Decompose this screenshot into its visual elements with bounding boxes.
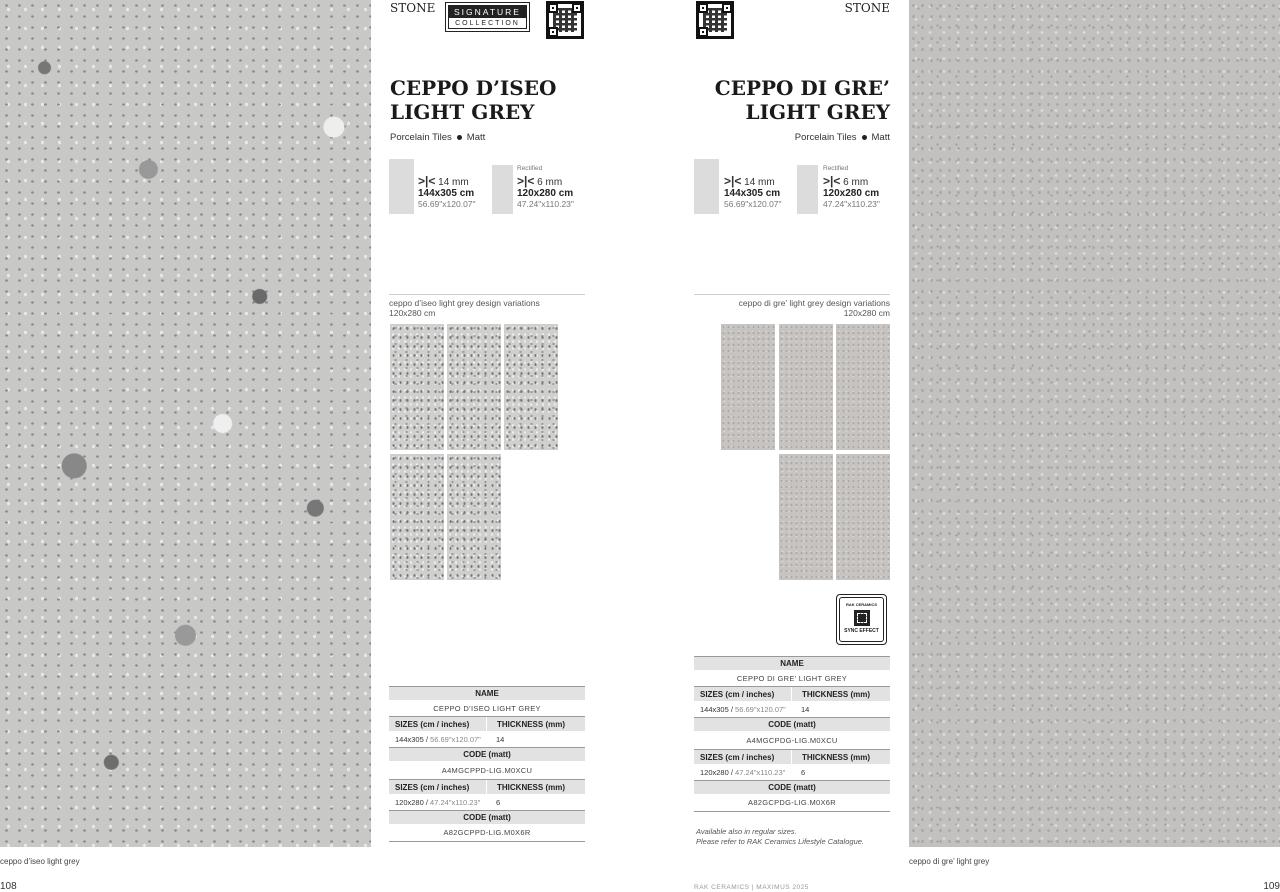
tile-swatch-large [694, 159, 719, 214]
spec-block-2-right: Rectified >|< 6 mm 120x280 cm 47.24"x110.23" [823, 165, 880, 209]
thickness-header: THICKNESS (mm) [791, 687, 890, 701]
size-value: 120x280 / 47.24"x110.23" [700, 767, 786, 777]
variation-tile-5[interactable] [836, 454, 890, 580]
spec-block-1-left: >|< 14 mm 144x305 cm 56.69"x120.07" [418, 174, 476, 209]
signature-collection-badge [445, 2, 530, 32]
thickness-value: 6 [496, 797, 501, 807]
sync-badge-top: RAK CERAMICS [845, 602, 878, 607]
size-value: 144x305 / 56.69"x120.07" [700, 704, 786, 714]
divider [389, 294, 585, 295]
variation-tile-3[interactable] [504, 324, 558, 450]
sync-effect-icon [854, 610, 870, 626]
spec-block-2-left: Rectified >|< 6 mm 120x280 cm 47.24"x110.23" [517, 165, 574, 209]
caption-right: ceppo di gre’ light grey [909, 857, 990, 866]
code-value: A4MGCPDG-LIG.M0XCU [746, 735, 838, 745]
variation-tile-2[interactable] [447, 324, 501, 450]
qr-code-icon[interactable] [546, 1, 584, 39]
availability-note: Available also in regular sizes. Please refer to RAK Ceramics Lifestyle Catalogue. [696, 827, 864, 846]
divider [694, 294, 890, 295]
section-label-left: STONE [390, 1, 436, 15]
code-header: CODE (matt) [389, 747, 585, 761]
variation-tile-2[interactable] [779, 324, 833, 450]
qr-code-icon[interactable] [696, 1, 734, 39]
variations-label-right: ceppo di gre’ light grey design variations 120x280 cm [738, 298, 890, 318]
spec-table-right [694, 656, 890, 812]
code-value: A4MGCPPD-LIG.M0XCU [441, 765, 533, 775]
code-value: A82GCPDG-LIG.M0X6R [694, 794, 890, 812]
page-number-left: 108 [0, 881, 17, 892]
spec-block-1-right: >|< 14 mm 144x305 cm 56.69"x120.07" [724, 174, 782, 209]
section-label-right: STONE [844, 1, 890, 15]
code-header: CODE (matt) [389, 810, 585, 824]
sync-badge-bottom: SYNC EFFECT [844, 628, 879, 634]
product-subtitle-right: Porcelain Tiles Matt [794, 132, 890, 143]
variation-tile-4[interactable] [779, 454, 833, 580]
product-title-left: CEPPO D’ISEO LIGHT GREY [390, 76, 557, 124]
name-value: CEPPO DI GRE’ LIGHT GREY [736, 673, 848, 683]
sync-effect-badge [836, 594, 887, 645]
variation-tile-1[interactable] [721, 324, 775, 450]
bullet-dot [457, 135, 462, 140]
thickness-header: THICKNESS (mm) [486, 780, 585, 794]
variation-tile-3[interactable] [836, 324, 890, 450]
badge-top-text: SIGNATURE [449, 6, 526, 18]
thickness-header: THICKNESS (mm) [486, 717, 585, 731]
thickness-icon: >|< [517, 174, 535, 188]
variation-tile-4[interactable] [390, 454, 444, 580]
size-value: 144x305 / 56.69"x120.07" [395, 734, 481, 744]
sizes-header: SIZES (cm / inches) [700, 752, 775, 762]
product-subtitle-left: Porcelain Tiles Matt [390, 132, 486, 143]
code-header: CODE (matt) [694, 780, 890, 794]
caption-left: ceppo d’iseo light grey [0, 857, 80, 866]
variations-label-left: ceppo d’iseo light grey design variations 120x280 cm [389, 298, 540, 318]
name-value: CEPPO D’ISEO LIGHT GREY [433, 703, 541, 713]
page-number-right: 109 [1263, 881, 1280, 892]
badge-bottom-text: COLLECTION [455, 20, 520, 27]
code-header: CODE (matt) [694, 717, 890, 731]
sizes-header: SIZES (cm / inches) [395, 719, 470, 729]
bullet-dot [862, 135, 867, 140]
thickness-value: 14 [801, 704, 810, 714]
tile-swatch-large [389, 159, 414, 214]
variation-tile-1[interactable] [390, 324, 444, 450]
ceppo-diseo-stone-image [0, 0, 371, 847]
variation-tile-5[interactable] [447, 454, 501, 580]
thickness-value: 14 [496, 734, 505, 744]
ceppo-digre-stone-image [909, 0, 1280, 847]
thickness-icon: >|< [418, 174, 436, 188]
name-header: NAME [389, 686, 585, 700]
thickness-icon: >|< [724, 174, 742, 188]
size-value: 120x280 / 47.24"x110.23" [395, 797, 481, 807]
name-header: NAME [694, 656, 890, 670]
tile-swatch-small [492, 165, 513, 214]
product-title-right: CEPPO DI GRE’ LIGHT GREY [714, 76, 890, 124]
tile-swatch-small [797, 165, 818, 214]
code-value: A82GCPPD-LIG.M0X6R [389, 824, 585, 842]
thickness-value: 6 [801, 767, 806, 777]
thickness-header: THICKNESS (mm) [791, 750, 890, 764]
sizes-header: SIZES (cm / inches) [700, 689, 775, 699]
sizes-header: SIZES (cm / inches) [395, 782, 470, 792]
spec-table-left [389, 686, 585, 842]
footer-text: RAK CERAMICS | MAXIMUS 2025 [694, 884, 809, 891]
thickness-icon: >|< [823, 174, 841, 188]
